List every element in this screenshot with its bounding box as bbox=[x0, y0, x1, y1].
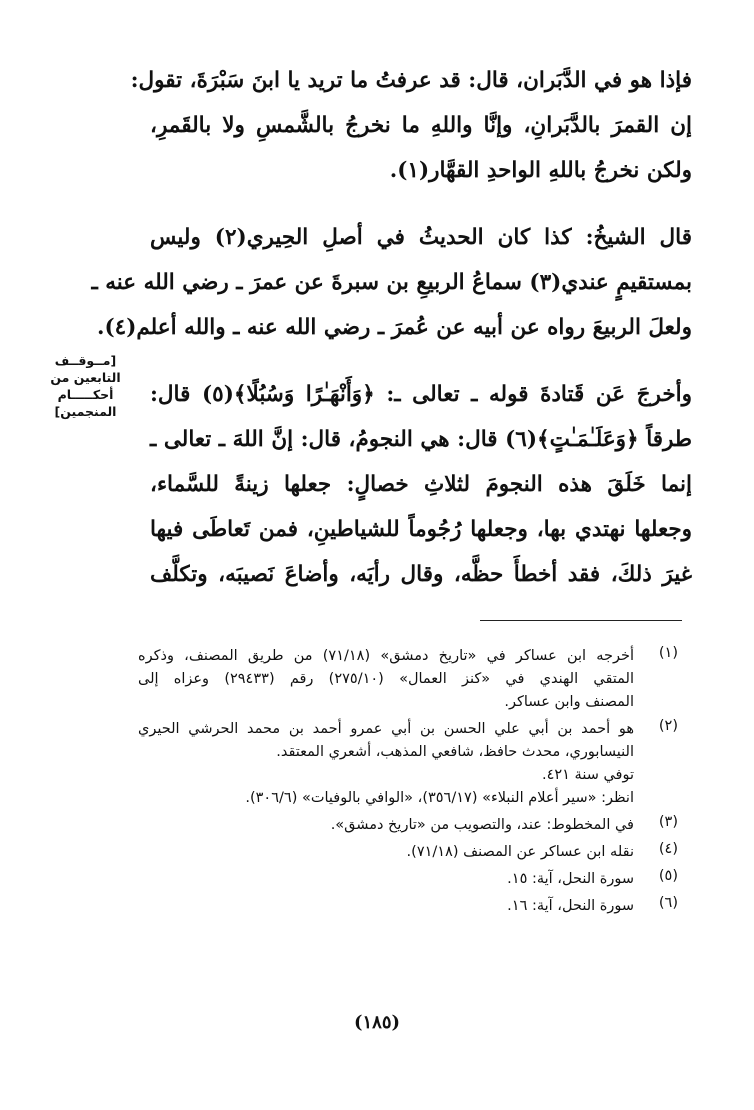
footnote-line: نقله ابن عساكر عن المصنف (٧١/١٨). bbox=[406, 844, 634, 860]
page-number: (١٨٥) bbox=[353, 1012, 401, 1033]
footnote-line: أخرجه ابن عساكر في «تاريخ دمشق» (٧١/١٨) من طريق المصنف، وذكره bbox=[138, 648, 635, 664]
footnote-body bbox=[138, 814, 634, 837]
footnote-body bbox=[138, 841, 634, 864]
text-line: ولعلَ الربيعَ رواه عن أبيه عن عُمرَ ـ رضي الله عنه ـ والله أعلم(٤). bbox=[96, 315, 692, 340]
footnote-line: سورة النحل، آية: ١٦. bbox=[507, 898, 634, 914]
footnotes bbox=[138, 645, 678, 922]
footnote-1 bbox=[138, 645, 678, 714]
text-line: قال الشيخُ: كذا كان الحديثُ في أصلِ الحِيري(٢) وليس bbox=[150, 225, 692, 250]
paragraph-3 bbox=[150, 372, 692, 597]
footnote-body bbox=[138, 645, 634, 714]
footnote-line: المصنف وابن عساكر. bbox=[504, 694, 634, 710]
text-line: ولكن نخرجُ باللهِ الواحدِ القهَّار(١). bbox=[389, 158, 692, 183]
footnote-2 bbox=[138, 718, 678, 810]
footnote-line: في المخطوط: عند، والتصويب من «تاريخ دمشق». bbox=[330, 817, 634, 833]
footnote-3 bbox=[138, 814, 678, 837]
footnote-line: المتقي الهندي في «كنز العمال» (٢٧٥/١٠) رقم (٢٩٤٣٣) وعزاه إلى bbox=[138, 671, 634, 687]
main-text bbox=[91, 58, 692, 597]
margin-note-line: أحكـــــام bbox=[57, 387, 114, 402]
footnote-number: (٤) bbox=[658, 841, 678, 857]
text-line: إنما خَلَقَ هذه النجومَ لثلاثِ خصالٍ: جعلها زينةً للسَّماء، bbox=[150, 472, 692, 497]
paragraph-1 bbox=[130, 58, 692, 193]
footnote-number: (١) bbox=[658, 645, 678, 661]
footnote-body bbox=[138, 895, 634, 918]
text-line: وجعلها نهتدي بها، وجعلها رُجُوماً للشياطينِ، فمن تَعاطَى فيها bbox=[150, 517, 692, 542]
paragraph-2 bbox=[91, 215, 692, 350]
footnote-number: (٣) bbox=[658, 814, 678, 830]
footnote-line: النيسابوري، محدث حافظ، شافعي المذهب، أشعري المعتقد. bbox=[276, 744, 634, 760]
footnote-body bbox=[138, 718, 634, 810]
text-line: بمستقيمٍ عندي(٣) سماعُ الربيعِ بن سبرةَ عن عمرَ ـ رضي الله عنه ـ bbox=[91, 270, 692, 295]
footnote-line: توفي سنة ٤٢١. bbox=[541, 767, 634, 783]
text-line: طرقاً ﴿وَعَلَـٰمَـٰتٍ﴾(٦) قال: هي النجومُ، قال: إنَّ اللهَ ـ تعالى ـ bbox=[150, 427, 692, 452]
margin-note-line: التابعين من bbox=[50, 370, 121, 385]
text-line: وأخرجَ عَن قَتادةَ قوله ـ تعالى ـ: ﴿وَأَنْهَـٰرًا وَسُبُلًا﴾(٥) قال: bbox=[150, 382, 692, 407]
text-line: فإذا هو في الدَّبَران، قال: قد عرفتُ ما تريد يا ابنَ سَبْرَةَ، تقول: bbox=[130, 68, 692, 93]
text-line: غيرَ ذلكَ، فقد أخطأَ حظَّه، وقال رأيَه، وأضاعَ نَصيبَه، وتكلَّف bbox=[150, 562, 692, 587]
footnote-number: (٥) bbox=[658, 868, 678, 884]
margin-note-line: [مــوقــف bbox=[54, 353, 117, 368]
text-line: إن القمرَ بالدَّبَرانِ، وإنَّا واللهِ ما نخرجُ بالشَّمسِ ولا بالقَمرِ، bbox=[150, 113, 692, 138]
margin-note bbox=[48, 352, 123, 420]
footnote-line: هو أحمد بن أبي علي الحسن بن أبي عمرو أحمد بن محمد الحرشي الحيري bbox=[138, 721, 634, 737]
footnote-line: انظر: «سير أعلام النبلاء» (٣٥٦/١٧)، «الوافي بالوفيات» (٣٠٦/٦). bbox=[245, 790, 634, 806]
margin-note-line: المنجمين] bbox=[54, 404, 117, 419]
footnote-number: (٢) bbox=[658, 718, 678, 734]
footnote-number: (٦) bbox=[658, 895, 678, 911]
footnote-5 bbox=[138, 868, 678, 891]
footnote-line: سورة النحل، آية: ١٥. bbox=[507, 871, 634, 887]
footnote-6 bbox=[138, 895, 678, 918]
footnote-body bbox=[138, 868, 634, 891]
footnote-separator bbox=[480, 620, 682, 621]
footnote-4 bbox=[138, 841, 678, 864]
